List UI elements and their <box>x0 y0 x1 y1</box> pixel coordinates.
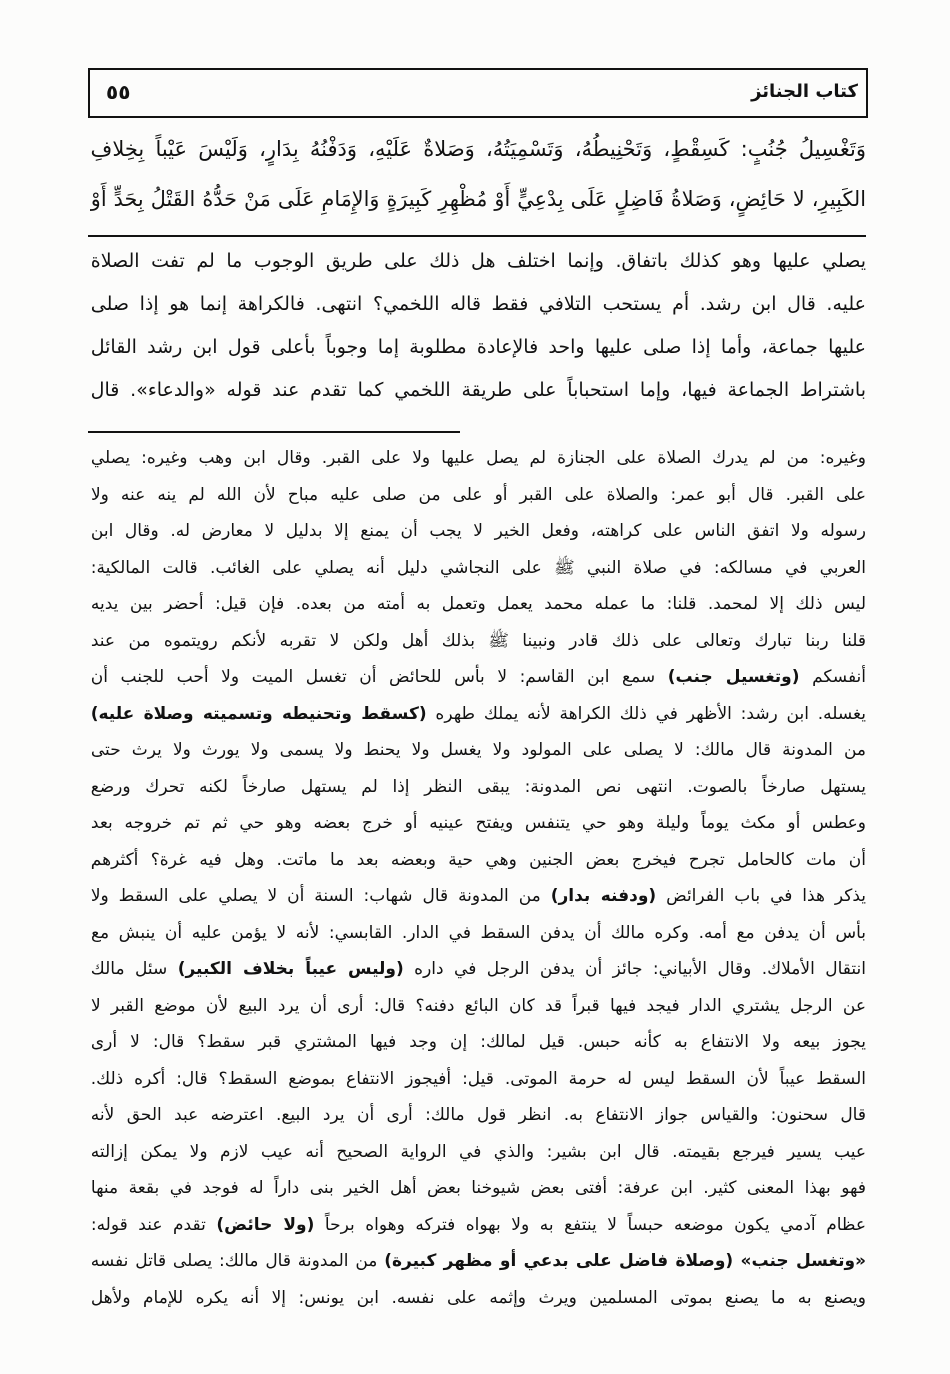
footnote-line <box>90 1097 866 1134</box>
footnote-line-text <box>91 586 866 623</box>
footnote-line <box>90 988 866 1025</box>
text-run: يصلي عليها وهو كذلك باتفاق. وإنما اختلف هل ذلك على طريق الوجوب ما لم تفت الصلاة <box>90 250 866 272</box>
text-run: من المدونة قال مالك: لا يصلى على المولود ولا يغسل ولا يحنط ولا يسمى ولا يورث ولا يرث حتى <box>90 740 866 760</box>
footnote-line <box>90 1280 866 1317</box>
commentary-text <box>90 240 866 412</box>
footnote-line-text <box>91 1170 866 1207</box>
footnote-line-text <box>91 988 866 1025</box>
quoted-matn-phrase: (وصلاة فاضل على بدعي أو مظهر كبيرة) <box>384 1251 734 1271</box>
text-run: وَتَغْسِيلُ جُنُبٍ: كَسِقْطٍ، وَتَحْنِيطُهُ، وَتَسْمِيَتُهُ، وَصَلاةٌ عَلَيْهِ، وَدَفْنُهُ بِدَارٍ، وَلَيْسَ عَيْباً بِخِلافِ <box>90 137 866 161</box>
footnote-line-text <box>91 477 866 514</box>
commentary-line <box>90 326 866 369</box>
footnote-line-text <box>91 513 866 550</box>
text-run: سئل مالك <box>90 959 178 979</box>
footnote-line-text <box>91 842 866 879</box>
footnote-line <box>90 951 866 988</box>
text-run: يذكر هذا في باب الفرائض <box>656 886 866 906</box>
quoted-matn-phrase: (كسقط وتحنيطه وتسميته وصلاة عليه) <box>90 703 427 724</box>
footnote-line-text <box>91 1061 866 1098</box>
text-run: ويصنع به ما يصنع بموتى المسلمين ويرث وإثمه على نفسه. ابن يونس: إلا أنه يكره للإمام ولأهل <box>90 1287 866 1308</box>
footnote-line <box>90 878 866 915</box>
text-run: السقط عيباً لأن السقط ليس له حرمة الموتى. قيل: أفيجوز الانتفاع بموضع السقط؟ قال: أكره ذلك. <box>90 1068 866 1089</box>
matn-line-text <box>91 174 866 224</box>
commentary-line <box>90 283 866 326</box>
footnote-line <box>90 842 866 879</box>
text-run: بأس أن يدفن مع أمه. وكره مالك أن يدفن السقط في الدار. القابسي: لأنه لا يؤمن عليه أن ينبش مع <box>90 922 866 943</box>
footnote-line-text <box>91 1134 866 1171</box>
footnote-line-text <box>91 915 866 952</box>
text-run: تقدم عند قوله: <box>90 1214 217 1235</box>
quoted-matn-phrase: (ودفنه بدار) <box>550 886 657 906</box>
footnote-line <box>90 1061 866 1098</box>
text-run: العربي في مسالكه: في صلاة النبي ﷺ على النجاشي دليل أنه يصلي على الغائب. قالت المالكية: <box>90 557 866 578</box>
text-run: أن مات كالحامل تجرح فيخرج بعض الجنين وهي حية وبعضه بعد ما ماتت. وهل فيه غرة؟ أكثرهم <box>90 849 866 870</box>
chapter-title: كتاب الجنائز <box>751 81 858 102</box>
text-run: عيب يسير فيرجع بقيمته. قال ابن بشير: والذي في الرواية الصحيح أنه عيب لازم ولا يمكن إزالته <box>90 1141 866 1162</box>
footnote-line <box>90 1024 866 1061</box>
text-run: عظام آدمي يكون موضعه حبساً لا ينتفع به ولا بهواه فتركه وهواه برحاً <box>314 1214 866 1235</box>
footnote-line-text <box>91 440 866 477</box>
quoted-matn-phrase: (وتغسيل جنب) <box>667 667 800 687</box>
footnote-line <box>90 805 866 842</box>
footnote-line-text <box>91 1097 866 1134</box>
matn-text <box>90 124 866 224</box>
footnote-line <box>90 659 866 696</box>
footnote-separator-rule <box>88 431 460 433</box>
matn-line <box>90 174 866 224</box>
footnote-line <box>90 440 866 477</box>
footnote-line-text <box>91 805 866 842</box>
matn-line-text <box>91 124 866 174</box>
text-run: يجوز بيعه ولا الانتفاع به كأنه حبس. قيل لمالك: إن وجد فيها المشتري قبر سقط؟ قال: لا أرى <box>90 1032 866 1052</box>
matn-line <box>90 124 866 174</box>
footnote-line <box>90 696 866 733</box>
text-run: قال سحنون: والقياس جواز الانتفاع به. انظر قول مالك: أرى أن يرد البيع. اعترضه عبد الحق لأنه <box>90 1105 866 1125</box>
text-run: رسوله ولا اتفق الناس على كراهته، وفعل الخير لا يجب أن يمنع إلا بدليل لا معارض له. وقال ابن <box>90 521 866 541</box>
text-run: عن الرجل يشتري الدار فيجد فيها قبراً قد كان البائع دفنه؟ قال: أرى أن يرد البيع لأن موضع القبر لا <box>90 995 866 1016</box>
commentary-line <box>90 240 866 283</box>
page-header <box>88 68 868 118</box>
text-run: الكَبِيرِ، لا حَائِضٍ، وَصَلاةُ فَاضِلٍ عَلَى بِدْعِيٍّ أَوْ مُظْهِرِ كَبِيرَةٍ وَالإِمَامِ عَلَى مَنْ حَدُّهُ القَتْلُ بِحَدٍّ أَوْ <box>90 187 866 211</box>
commentary-line-text <box>91 369 866 412</box>
footnote-line <box>90 586 866 623</box>
footnote-line-text <box>91 623 866 660</box>
footnote-line <box>90 1170 866 1207</box>
text-run: على القبر. قال أبو عمر: والصلاة على القبر أو على من صلى عليه مباح لأن الله لم ينه عنه ولا <box>90 484 866 505</box>
footnote-line <box>90 769 866 806</box>
footnote-line <box>90 1134 866 1171</box>
footnote-line-text <box>91 732 866 769</box>
footnote-line <box>90 550 866 587</box>
text-run: عليها جماعة، وأما إذا صلى عليها واحد فالإعادة مطلوبة إما وجوباً بأعلى قول ابن رشد القائل <box>90 336 866 358</box>
text-run: باشتراط الجماعة فيها، وإما استحباباً على طريقة اللخمي كما تقدم عند قوله «والدعاء». قال <box>90 379 866 401</box>
footnote-line-text <box>91 1243 866 1280</box>
footnote-line <box>90 732 866 769</box>
footnote-text <box>90 440 866 1316</box>
text-run: أنفسكم <box>799 667 866 687</box>
footnote-line <box>90 915 866 952</box>
footnote-line <box>90 513 866 550</box>
text-run: فهو بهذا المعنى كثير. ابن عرفة: أفتى بعض شيوخنا بعض أهل الخير بنى داراً له فوجد في بقعة منها <box>90 1178 866 1198</box>
text-run: يغسله. ابن رشد: الأظهر في ذلك الكراهة لأنه يملك طهره <box>426 703 866 724</box>
footnote-line-text <box>91 1024 866 1061</box>
text-run: انتقال الأملاك. وقال الأبياني: جائز أن يدفن الرجل في داره <box>403 959 866 979</box>
text-run: قلنا ربنا تبارك وتعالى على ذلك قادر ونبينا ﷺ بذلك أهل ولكن لا تقربه لأنكم رويتموه من عند <box>90 630 866 651</box>
footnote-line-text <box>91 659 866 696</box>
text-run: وعطس أو مكث يوماً وليلة وهو حي يتنفس ويفتح عينيه أو خرج بعضه وهو حي ثم تم خروجه بعد <box>90 813 866 833</box>
commentary-line <box>90 369 866 412</box>
footnote-line-text <box>91 550 866 587</box>
page-number: ٥٥ <box>106 80 131 104</box>
footnote-line-text <box>91 1207 866 1244</box>
text-run: سمع ابن القاسم: لا بأس للحائض أن تغسل الميت ولا أحب للجنب أن <box>90 667 668 687</box>
commentary-line-text <box>91 326 866 369</box>
footnote-line <box>90 1207 866 1244</box>
commentary-line-text <box>91 283 866 326</box>
commentary-line-text <box>91 240 866 283</box>
footnote-line-text <box>91 951 866 988</box>
footnote-line-text <box>91 769 866 806</box>
footnote-line <box>90 477 866 514</box>
text-run: يستهل صارخاً بالصوت. انتهى نص المدونة: يبقى النظر إذا لم يستهل صارخاً لكنه تحرك ورضع <box>90 776 866 797</box>
footnote-line-text <box>91 878 866 915</box>
quoted-matn-phrase: «وتغسل جنب» <box>733 1251 866 1271</box>
text-run: من المدونة قال شهاب: السنة أن لا يصلي على السقط ولا <box>90 886 551 906</box>
footnote-line-text <box>91 696 866 733</box>
text-run: عليه. قال ابن رشد. أم يستحب التلافي فقط قاله اللخمي؟ انتهى. فالكراهة إنما هو إذا صلى <box>90 293 866 315</box>
text-run: من المدونة قال مالك: يصلى قاتل نفسه <box>90 1251 385 1271</box>
quoted-matn-phrase: (ولا حائض) <box>216 1214 315 1235</box>
quoted-matn-phrase: (وليس عيباً بخلاف الكبير) <box>177 959 404 979</box>
matn-separator-rule <box>88 235 866 237</box>
footnote-line-text <box>91 1280 866 1317</box>
footnote-line <box>90 1243 866 1280</box>
footnote-line <box>90 623 866 660</box>
text-run: ليس ذلك إلا لمحمد. قلنا: ما عمله محمد يعمل وتعمل به أمته من بعده. فإن قيل: أحضر بين يديه <box>90 594 866 614</box>
text-run: وغيره: من لم يدرك الصلاة على الجنازة لم يصل عليها ولا على القبر. وقال ابن وهب وغيره: يصلي <box>90 448 866 468</box>
